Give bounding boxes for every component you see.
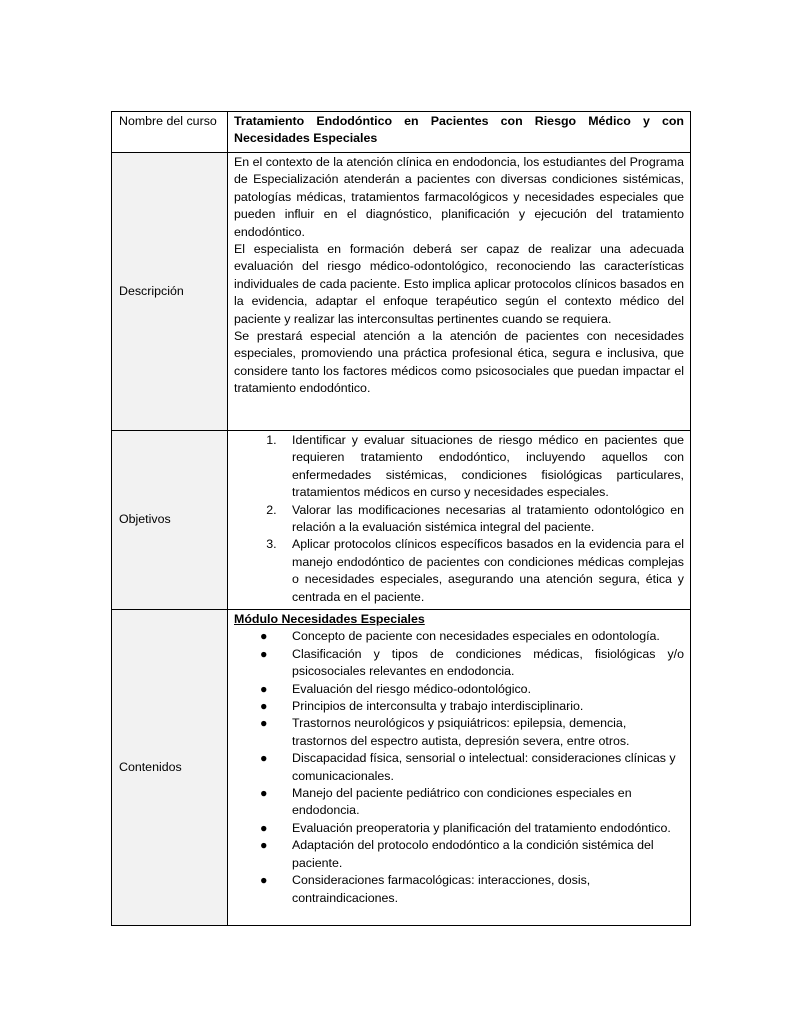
objetivo-item: 3. Aplicar protocolos clínicos específicos basados en la evidencia para el manejo endodóntico de pacientes con condiciones médicas complejas o necesidades especiales, asegurando una atención segura, ética y centrada en el paciente. xyxy=(280,536,684,606)
label-descripcion: Descripción xyxy=(112,153,228,431)
row-descripcion xyxy=(112,153,691,431)
descripcion-paragraph: Se prestará especial atención a la atención de pacientes con necesidades especiales, promoviendo una práctica profesional ética, segura e inclusiva, que considere tanto los factores médicos como psicosociales que puedan impactar el tratamiento endodóntico. xyxy=(234,329,684,396)
contenido-text: Manejo del paciente pediátrico con condiciones especiales en endodoncia. xyxy=(292,786,632,818)
bullet-icon: ● xyxy=(260,681,268,696)
contenido-text: Concepto de paciente con necesidades especiales en odontología. xyxy=(292,629,660,644)
objetivo-item: 1. Identificar y evaluar situaciones de riesgo médico en pacientes que requieren tratamiento endodóntico, incluyendo aquellos con enfermedades sistémicas, condiciones fisiológicas particulares, tratamientos médicos en curso y necesidades especiales. xyxy=(280,432,684,502)
contenido-item xyxy=(260,628,684,645)
contenido-text: Clasificación y tipos de condiciones médicas, fisiológicas y/o psicosociales relevantes en endodoncia. xyxy=(292,646,684,679)
contenido-text: Evaluación preoperatoria y planificación del tratamiento endodóntico. xyxy=(292,820,671,835)
descripcion-paragraph: El especialista en formación deberá ser capaz de realizar una adecuada evaluación del riesgo médico-odontológico, reconociendo las características individuales de cada paciente. Esto implica aplicar protocolos clínicos basados en la evidencia, adaptar el enfoque terapéutico según el contexto médico del paciente y realizar las interconsultas pertinentes cuando se requiera. xyxy=(234,242,684,326)
descripcion-paragraph: En el contexto de la atención clínica en endodoncia, los estudiantes del Programa de Especialización atenderán a pacientes con diversas condiciones sistémicas, patologías médicas, tratamientos farmacológicos y necesidades especiales que pueden influir en el diagnóstico, planificación y ejecución del tratamiento endodóntico. xyxy=(234,155,684,239)
contenido-text: Principios de interconsulta y trabajo interdisciplinario. xyxy=(292,699,584,714)
bullet-icon: ● xyxy=(260,716,268,731)
contenido-text: Trastornos neurológicos y psiquiátricos: epilepsia, demencia, trastornos del espectro autista, depresión severa, entre otros. xyxy=(292,716,630,748)
bullet-icon: ● xyxy=(260,786,268,801)
course-title-cell xyxy=(228,112,691,153)
bullet-icon: ● xyxy=(260,838,268,853)
row-contenidos xyxy=(112,610,691,926)
contenido-item xyxy=(260,750,684,785)
objetivos-cell xyxy=(228,431,691,610)
bullet-icon: ● xyxy=(260,751,268,766)
course-table xyxy=(111,111,691,926)
contenido-item xyxy=(260,872,684,907)
label-objetivos: Objetivos xyxy=(112,431,228,610)
course-title: Tratamiento Endodóntico en Pacientes con Riesgo Médico y con Necesidades Especiales xyxy=(234,114,684,146)
contenido-item xyxy=(260,681,684,698)
bullet-icon: ● xyxy=(260,629,268,644)
module-title: Módulo Necesidades Especiales xyxy=(234,612,425,626)
contenidos-list xyxy=(234,628,684,907)
row-objetivos xyxy=(112,431,691,610)
bullet-icon: ● xyxy=(260,820,268,835)
objetivos-list xyxy=(234,432,684,606)
bullet-icon: ● xyxy=(260,699,268,714)
objetivo-item: 2. Valorar las modificaciones necesarias al tratamiento odontológico en relación a la evaluación sistémica integral del paciente. xyxy=(280,502,684,537)
contenidos-cell xyxy=(228,610,691,926)
label-nombre-del-curso: Nombre del curso xyxy=(112,112,228,153)
bullet-icon: ● xyxy=(260,646,268,661)
descripcion-cell xyxy=(228,153,691,431)
contenido-item xyxy=(260,820,684,837)
contenido-item xyxy=(260,646,684,681)
bullet-icon: ● xyxy=(260,873,268,888)
contenido-text: Discapacidad física, sensorial o intelectual: consideraciones clínicas y comunicacionales. xyxy=(292,751,676,783)
contenido-text: Consideraciones farmacológicas: interacciones, dosis, contraindicaciones. xyxy=(292,873,591,905)
row-nombre-del-curso xyxy=(112,112,691,153)
contenido-item xyxy=(260,785,684,820)
contenido-text: Evaluación del riesgo médico-odontológico. xyxy=(292,681,532,696)
label-contenidos: Contenidos xyxy=(112,610,228,926)
contenido-item xyxy=(260,837,684,872)
contenido-item xyxy=(260,715,684,750)
contenido-text: Adaptación del protocolo endodóntico a la condición sistémica del paciente. xyxy=(292,838,654,870)
contenido-item xyxy=(260,698,684,715)
